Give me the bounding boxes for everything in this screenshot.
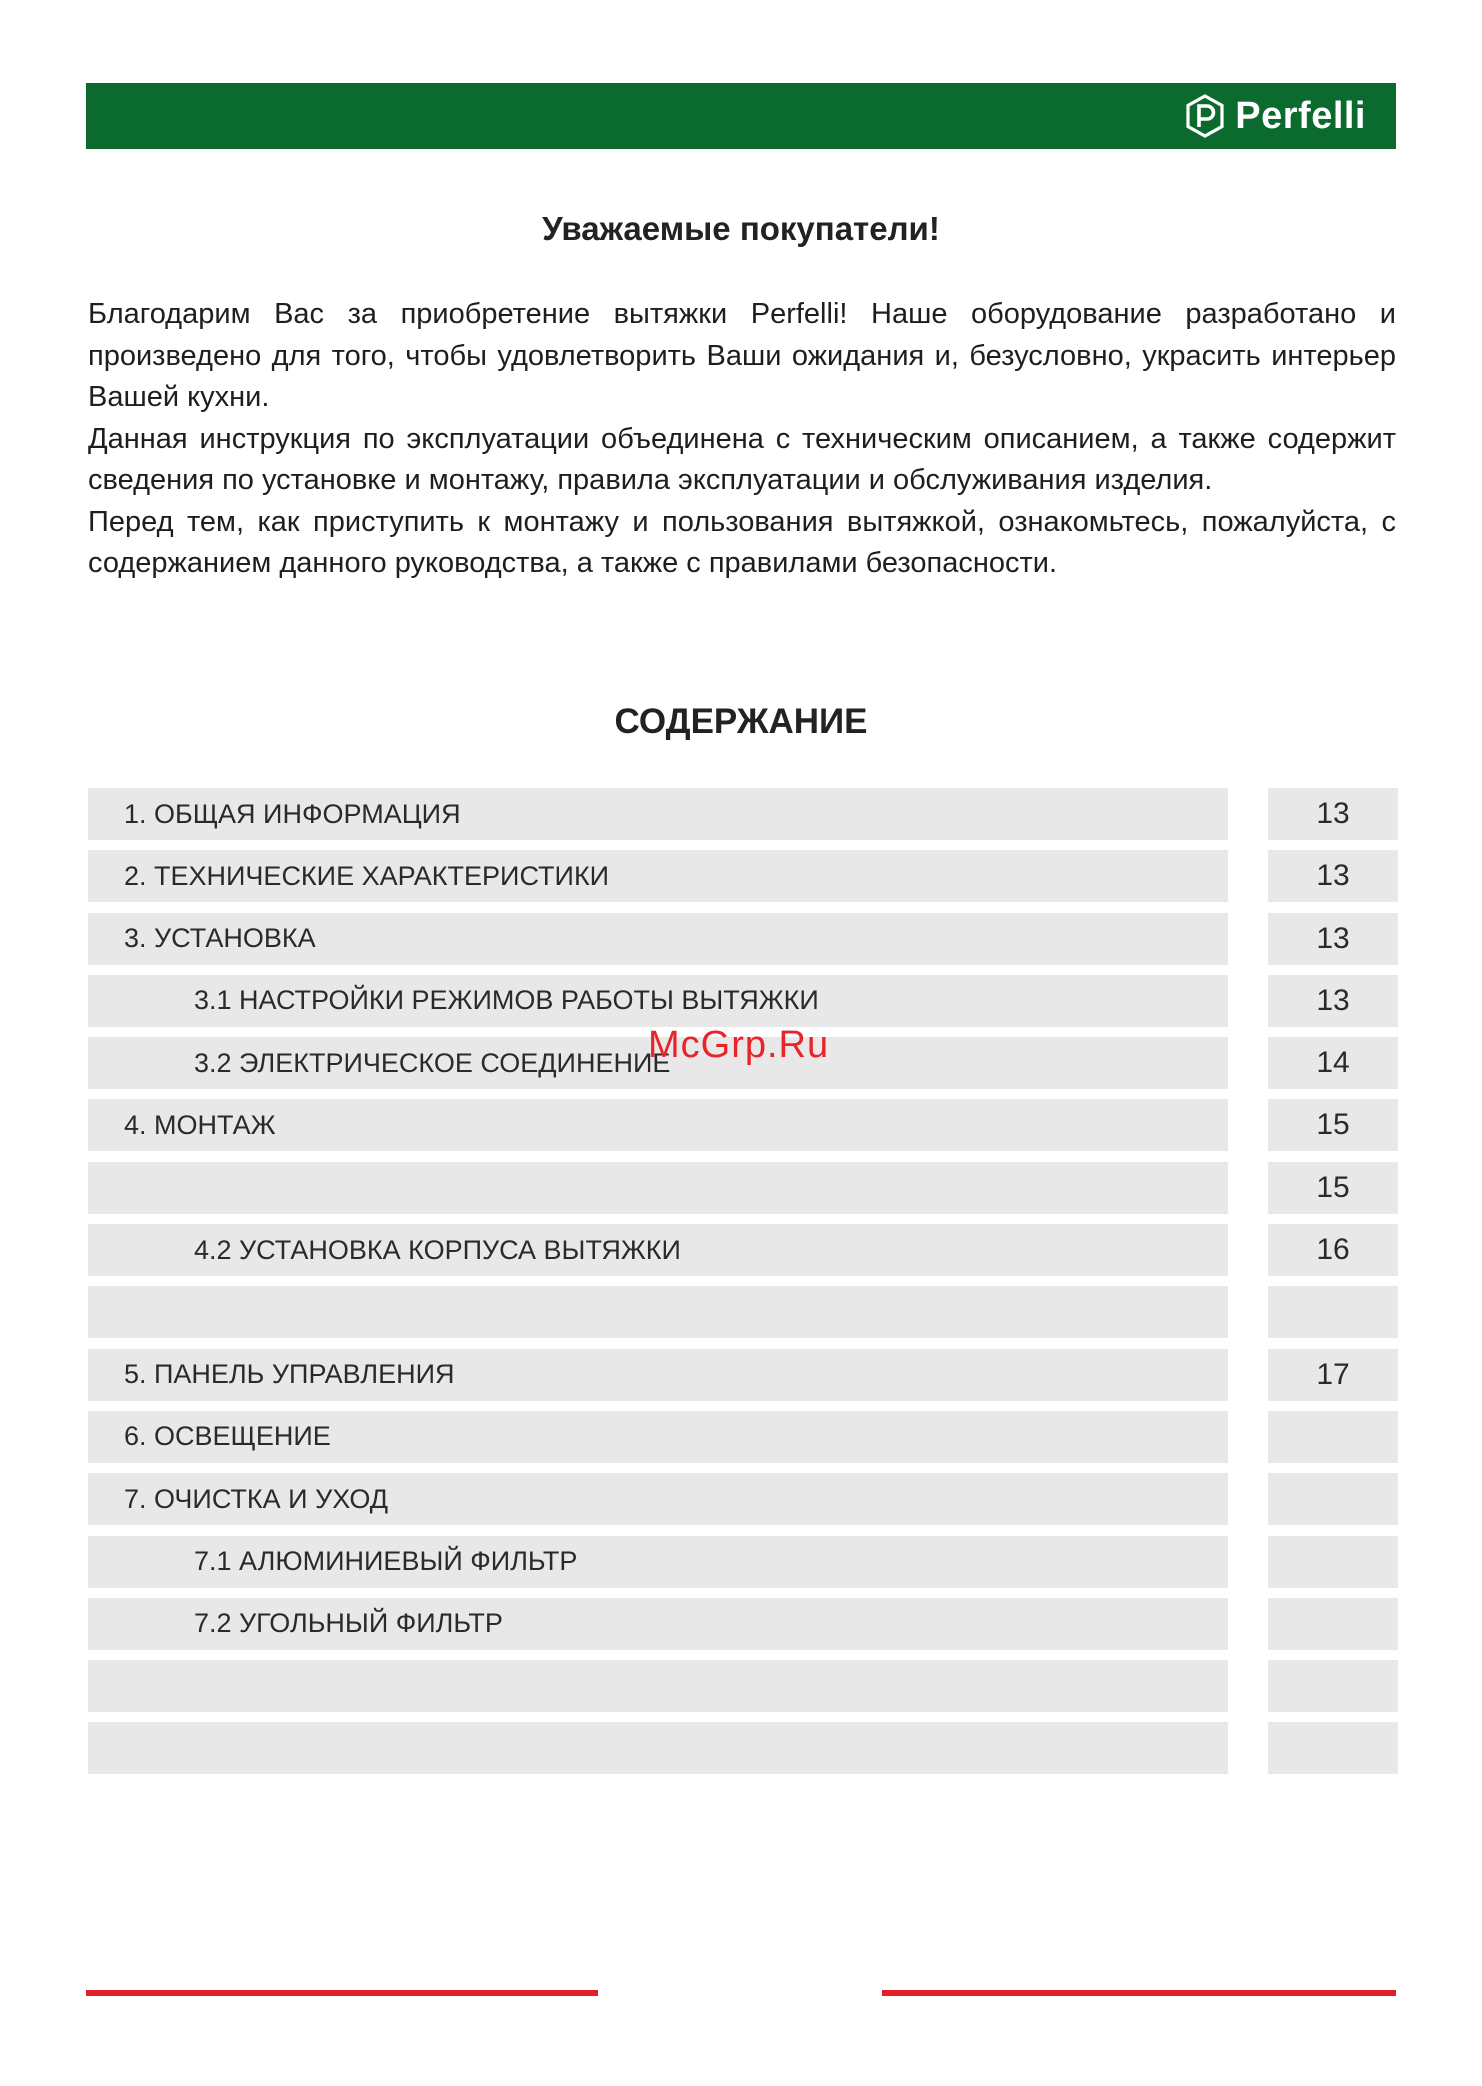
toc-entry-label bbox=[88, 1722, 1228, 1774]
toc-entry-page bbox=[1268, 1536, 1398, 1588]
toc-entry-page: 13 bbox=[1268, 788, 1398, 840]
toc-entry-label: 3.2 ЭЛЕКТРИЧЕСКОЕ СОЕДИНЕНИЕ bbox=[88, 1037, 1228, 1089]
toc-entry-label: 6. ОСВЕЩЕНИЕ bbox=[88, 1411, 1228, 1463]
toc-entry-label: 4.2 УСТАНОВКА КОРПУСА ВЫТЯЖКИ bbox=[88, 1224, 1228, 1276]
table-of-contents bbox=[88, 788, 1398, 1785]
toc-entry-page: 15 bbox=[1268, 1099, 1398, 1151]
toc-row bbox=[88, 1598, 1398, 1650]
brand-logo bbox=[1185, 93, 1366, 139]
footer-divider-right bbox=[882, 1990, 1396, 1996]
toc-row bbox=[88, 1411, 1398, 1463]
toc-entry-page: 16 bbox=[1268, 1224, 1398, 1276]
toc-entry-label bbox=[88, 1162, 1228, 1214]
toc-entry-page: 13 bbox=[1268, 975, 1398, 1027]
toc-entry-label: 4. МОНТАЖ bbox=[88, 1099, 1228, 1151]
toc-entry-page: 17 bbox=[1268, 1349, 1398, 1401]
toc-entry-page bbox=[1268, 1598, 1398, 1650]
toc-row bbox=[88, 1286, 1398, 1338]
brand-name: Perfelli bbox=[1235, 94, 1366, 137]
toc-entry-page: 13 bbox=[1268, 913, 1398, 965]
page-title: Уважаемые покупатели! bbox=[542, 210, 940, 247]
footer-divider-left bbox=[86, 1990, 598, 1996]
toc-entry-page: 13 bbox=[1268, 850, 1398, 902]
toc-row bbox=[88, 913, 1398, 965]
toc-entry-page bbox=[1268, 1660, 1398, 1712]
toc-entry-page bbox=[1268, 1722, 1398, 1774]
toc-entry-label bbox=[88, 1660, 1228, 1712]
hexagon-p-icon bbox=[1185, 94, 1225, 138]
toc-row bbox=[88, 1349, 1398, 1401]
toc-entry-label: 7.1 АЛЮМИНИЕВЫЙ ФИЛЬТР bbox=[88, 1536, 1228, 1588]
toc-entry-label: 7. ОЧИСТКА И УХОД bbox=[88, 1473, 1228, 1525]
toc-row bbox=[88, 1722, 1398, 1774]
toc-entry-page: 14 bbox=[1268, 1037, 1398, 1089]
toc-entry-label: 5. ПАНЕЛЬ УПРАВЛЕНИЯ bbox=[88, 1349, 1228, 1401]
intro-paragraph: Перед тем, как приступить к монтажу и пользования вытяжкой, ознакомьтесь, пожалуйста, с содержанием данного руководства, а также с правилами безопасности. bbox=[88, 505, 1396, 579]
toc-row bbox=[88, 850, 1398, 902]
toc-title: СОДЕРЖАНИЕ bbox=[614, 702, 868, 741]
toc-entry-label: 3. УСТАНОВКА bbox=[88, 913, 1228, 965]
intro-text bbox=[88, 294, 1396, 585]
toc-row bbox=[88, 975, 1398, 1027]
toc-entry-label: 7.2 УГОЛЬНЫЙ ФИЛЬТР bbox=[88, 1598, 1228, 1650]
toc-entry-page bbox=[1268, 1473, 1398, 1525]
toc-row bbox=[88, 1099, 1398, 1151]
watermark: McGrp.Ru bbox=[648, 1024, 830, 1066]
toc-entry-page bbox=[1268, 1286, 1398, 1338]
toc-entry-page: 15 bbox=[1268, 1162, 1398, 1214]
toc-row bbox=[88, 1536, 1398, 1588]
toc-entry-label: 3.1 НАСТРОЙКИ РЕЖИМОВ РАБОТЫ ВЫТЯЖКИ bbox=[88, 975, 1228, 1027]
toc-row bbox=[88, 1473, 1398, 1525]
toc-row bbox=[88, 1660, 1398, 1712]
toc-entry-page bbox=[1268, 1411, 1398, 1463]
toc-row bbox=[88, 788, 1398, 840]
toc-row bbox=[88, 1162, 1398, 1214]
toc-row bbox=[88, 1224, 1398, 1276]
toc-entry-label bbox=[88, 1286, 1228, 1338]
header-bar bbox=[86, 83, 1396, 149]
intro-paragraph: Данная инструкция по эксплуатации объединена с техническим описанием, а также содержит сведения по установке и монтажу, правила эксплуатации и обслуживания изделия. bbox=[88, 422, 1396, 496]
intro-paragraph: Благодарим Вас за приобретение вытяжки Perfelli! Наше оборудование разработано и произведено для того, чтобы удовлетворить Ваши ожидания и, безусловно, украсить интерьер Вашей кухни. bbox=[88, 298, 1396, 413]
toc-entry-label: 1. ОБЩАЯ ИНФОРМАЦИЯ bbox=[88, 788, 1228, 840]
toc-entry-label: 2. ТЕХНИЧЕСКИЕ ХАРАКТЕРИСТИКИ bbox=[88, 850, 1228, 902]
